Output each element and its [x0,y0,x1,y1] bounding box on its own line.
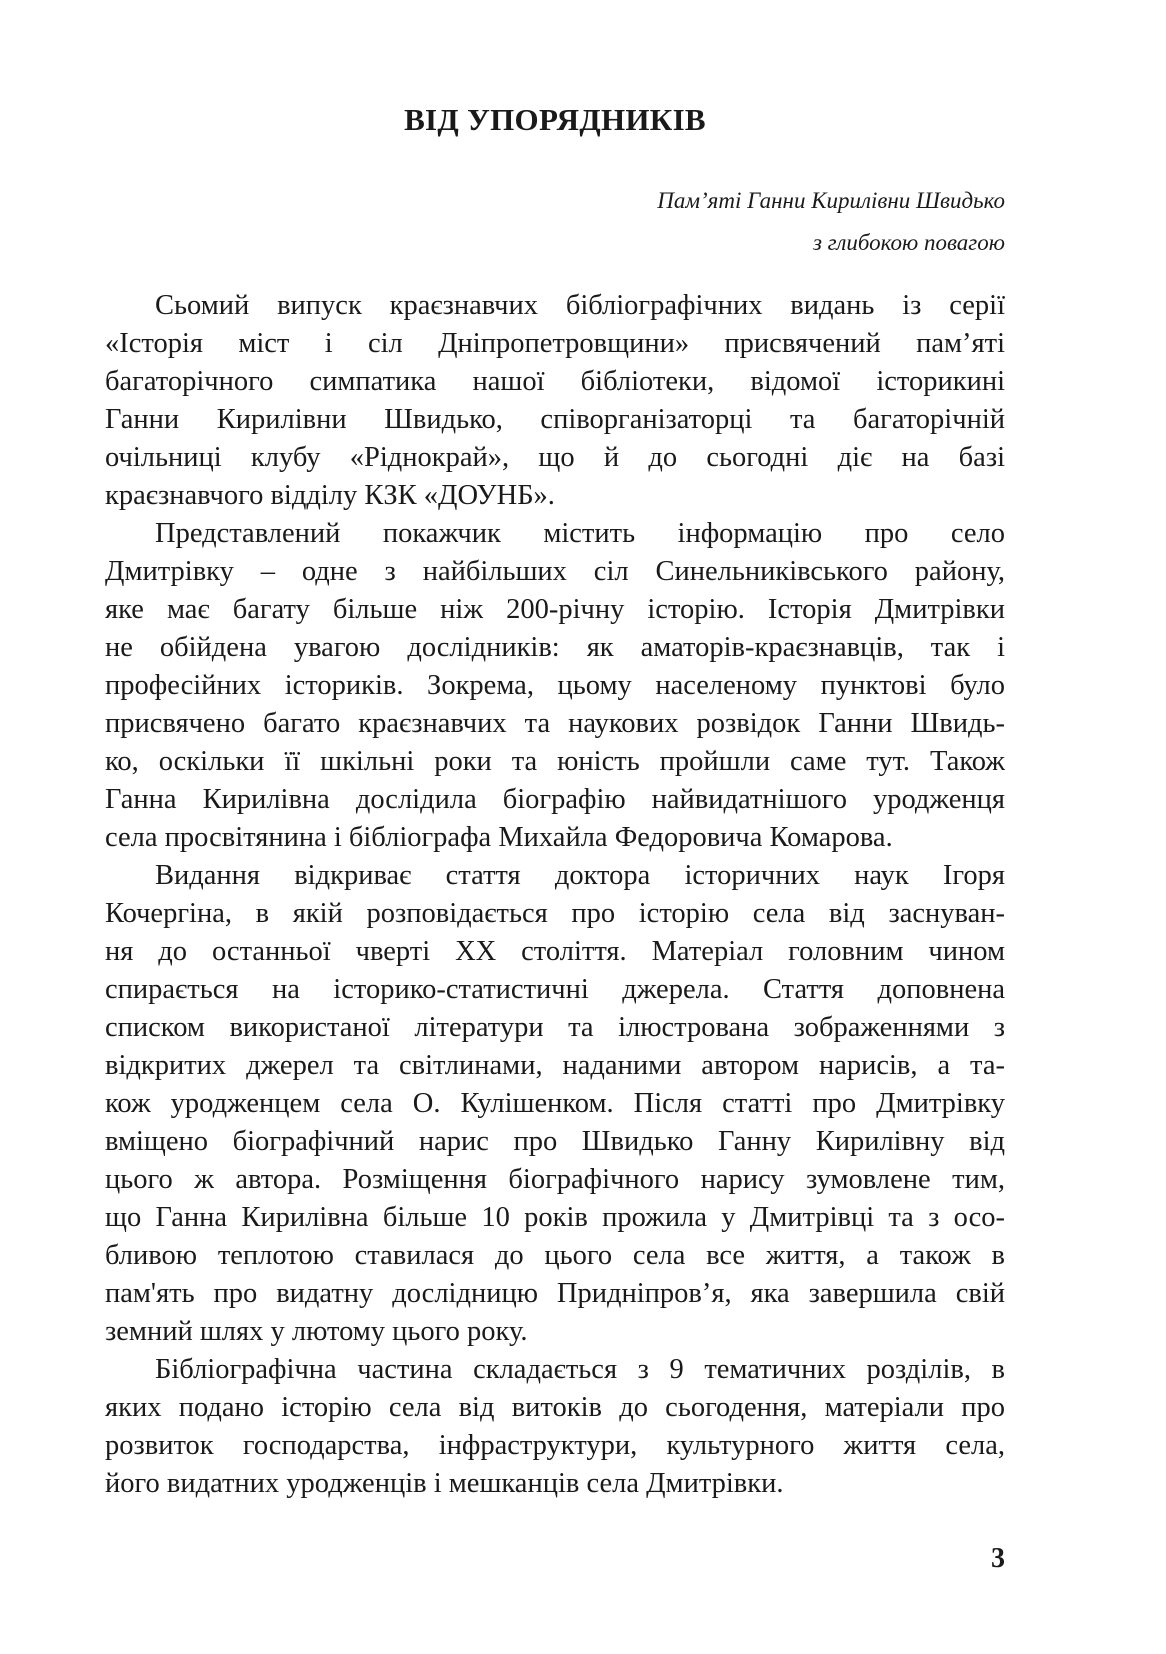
text-line: Бібліографічна частина складається з 9 тематичних розділів, в [155,1354,1005,1385]
text-line: Ганни Кирилівни Швидько, співорганізаторці та багаторічній [105,404,1005,435]
text-line: Сьомий випуск краєзнавчих бібліографічних видань із серії [155,290,1005,321]
page-title: ВІД УПОРЯДНИКІВ [404,102,706,137]
text-line: ко, оскільки її шкільні роки та юність пройшли саме тут. Також [105,746,1005,777]
text-line: ня до останньої чверті ХХ століття. Матеріал головним чином [105,936,1005,967]
text-line: списком використаної літератури та ілюстрована зображеннями з [105,1012,1005,1043]
text-line: вміщено біографічний нарис про Швидько Ганну Кирилівну від [105,1126,1005,1157]
text-line: Представлений покажчик містить інформацію про село [155,518,1005,549]
text-line: професійних істориків. Зокрема, цьому населеному пунктові було [105,670,1005,701]
page-number: 3 [991,1543,1005,1574]
dedication [105,180,1005,264]
dedication-line: з глибокою повагою [812,230,1005,255]
text-line: Дмитрівку – одне з найбільших сіл Синельниківського району, [105,556,1005,587]
text-line: Кочергіна, в якій розповідається про історію села від заснуван- [105,898,1005,929]
text-line: пам'ять про видатну дослідницю Придніпров’я, яка завершила свій [105,1278,1005,1309]
body-text [105,287,1005,1503]
text-line: не обійдена увагою дослідників: як аматорів-краєзнавців, так і [105,632,1005,663]
text-line: Ганна Кирилівна дослідила біографію найвидатнішого уродженця [105,784,1005,815]
text-line: спирається на історико-статистичні джерела. Стаття доповнена [105,974,1005,1005]
text-line: відкритих джерел та світлинами, наданими автором нарисів, а та- [105,1050,1005,1081]
text-line: «Історія міст і сіл Дніпропетровщини» присвячений пам’яті [105,328,1005,359]
text-line: що Ганна Кирилівна більше 10 років прожила у Дмитрівці та з осо- [105,1202,1005,1233]
text-line: бливою теплотою ставилася до цього села все життя, а також в [105,1240,1005,1271]
text-line: розвиток господарства, інфраструктури, культурного життя села, [105,1430,1005,1461]
document-page [105,0,1005,1654]
text-line: кож уродженцем села О. Кулішенком. Після статті про Дмитрівку [105,1088,1005,1119]
text-line: присвячено багато краєзнавчих та наукових розвідок Ганни Швидь- [105,708,1005,739]
text-line: краєзнавчого відділу КЗК «ДОУНБ». [105,480,555,511]
text-line: цього ж автора. Розміщення біографічного нарису зумовлене тим, [105,1164,1005,1195]
text-line: багаторічного симпатика нашої бібліотеки, відомої історикині [105,366,1005,397]
text-line: села просвітянина і бібліографа Михайла Федоровича Комарова. [105,822,893,853]
text-line: яких подано історію села від витоків до сьогодення, матеріали про [105,1392,1005,1423]
text-line: очільниці клубу «Ріднокрай», що й до сьогодні діє на базі [105,442,1005,473]
text-line: земний шлях у лютому цього року. [105,1316,528,1347]
text-line: його видатних уродженців і мешканців села Дмитрівки. [105,1468,784,1499]
text-line: яке має багату більше ніж 200-річну історію. Історія Дмитрівки [105,594,1005,625]
text-line: Видання відкриває стаття доктора історичних наук Ігоря [155,860,1005,891]
dedication-line: Пам’яті Ганни Кирилівни Швидько [657,188,1005,213]
